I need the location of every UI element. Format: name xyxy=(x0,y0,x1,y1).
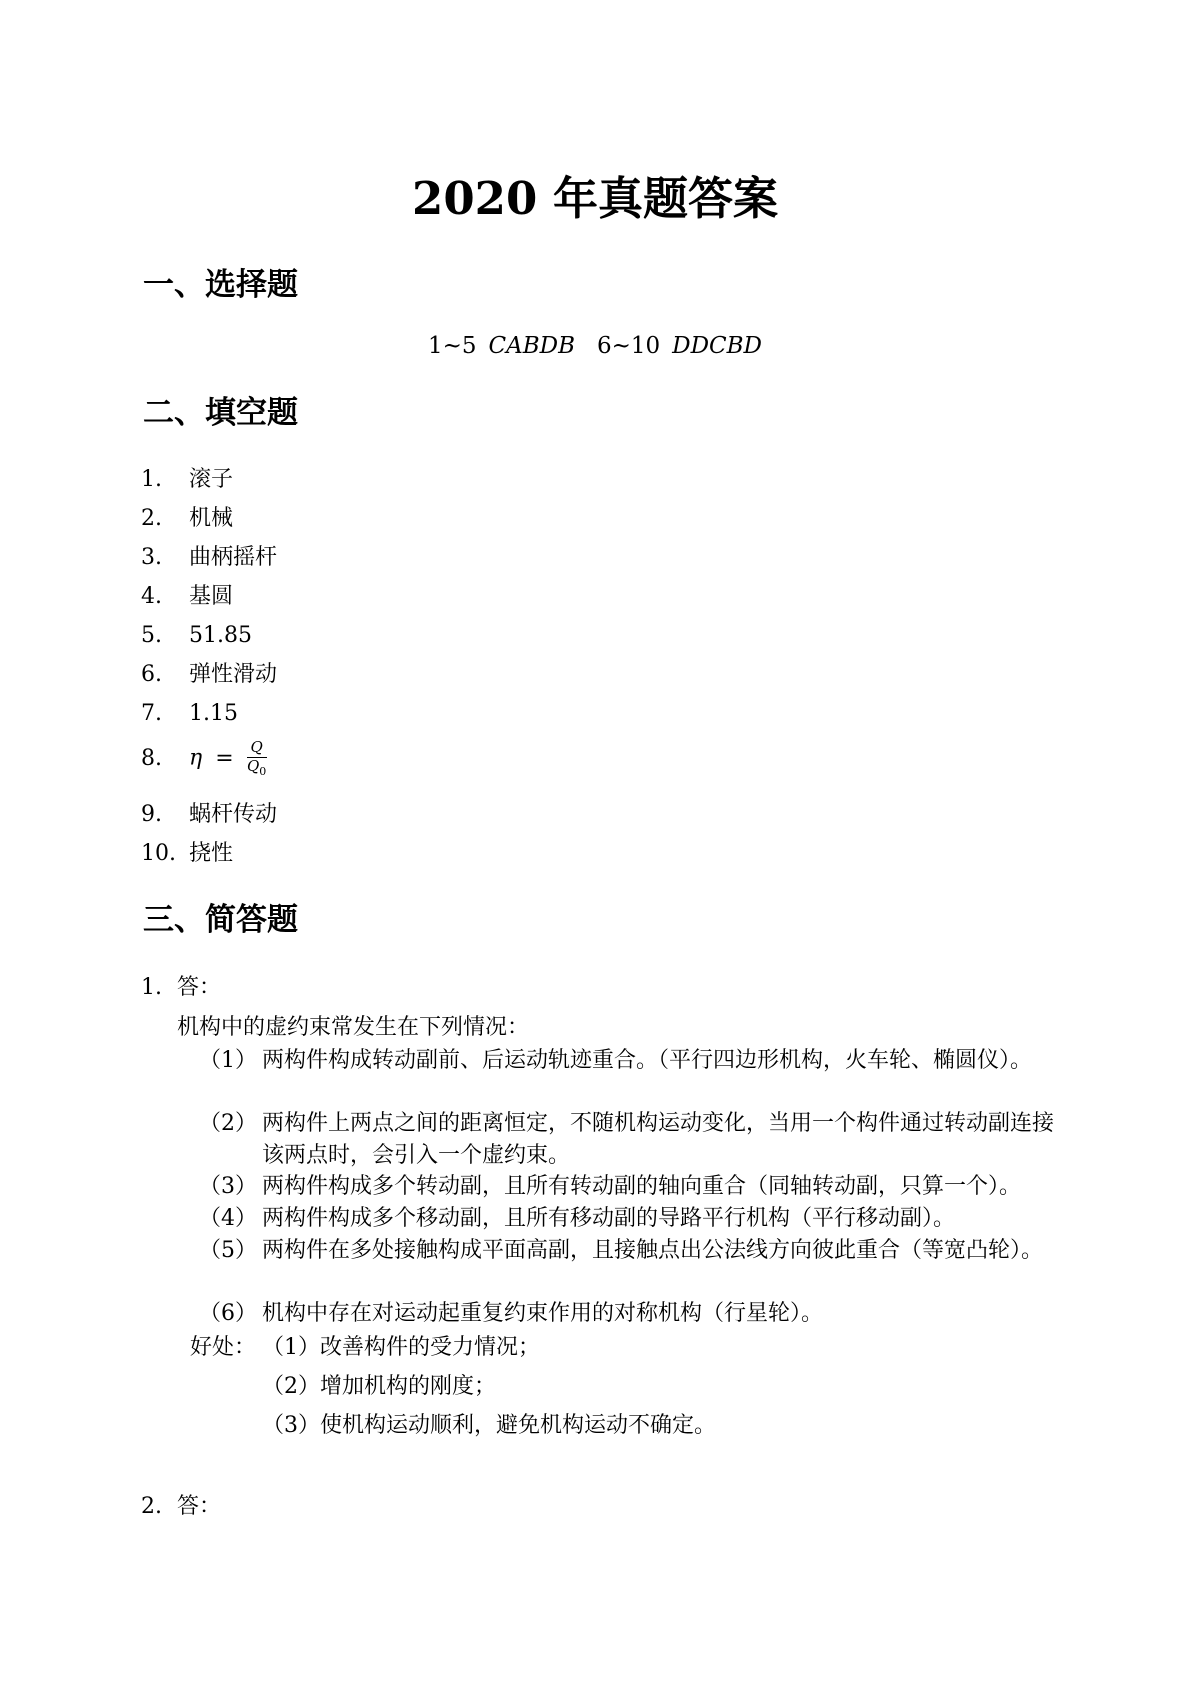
fill-item xyxy=(141,469,233,491)
formula-equals: = xyxy=(215,745,234,771)
fill-item xyxy=(141,703,238,725)
fill-item-answer: 机械 xyxy=(189,506,234,531)
efficiency-formula xyxy=(189,740,267,777)
section-heading-short: 三、简答题 xyxy=(143,902,298,938)
question-2-label xyxy=(141,1496,221,1518)
choice-answers xyxy=(0,335,1190,358)
fill-item-number: 8. xyxy=(141,745,162,771)
page-title: 2020 年真题答案 xyxy=(412,172,778,225)
question-1-intro: 机构中的虚约束常发生在下列情况： xyxy=(177,1015,530,1040)
fill-item-number: 3. xyxy=(141,545,162,570)
case-text: 两构件构成转动副前、后运动轨迹重合。（平行四边形机构，火车轮、椭圆仪）。 xyxy=(262,1048,1033,1073)
fill-item-number: 5. xyxy=(141,623,162,648)
choice-range-1: 1~5 xyxy=(428,333,477,359)
question-1-label xyxy=(141,977,221,999)
fill-item-answer: 1.15 xyxy=(189,701,238,726)
fill-item-number: 7. xyxy=(141,701,162,726)
fill-item xyxy=(141,508,233,530)
fill-item-answer: 弹性滑动 xyxy=(189,662,278,687)
fill-item xyxy=(141,586,233,608)
fill-item xyxy=(141,625,252,647)
benefits-label: 好处： xyxy=(190,1335,257,1360)
benefit-item: （2）增加机构的刚度； xyxy=(262,1374,496,1399)
case-number: （2） xyxy=(199,1111,257,1136)
case-number: （6） xyxy=(199,1301,257,1326)
fill-item-number: 10. xyxy=(141,841,176,866)
case-number: （5） xyxy=(199,1238,257,1263)
case-text: 两构件在多处接触构成平面高副，且接触点出公法线方向彼此重合（等宽凸轮）。 xyxy=(262,1238,1044,1263)
fill-item-answer: 基圆 xyxy=(189,584,234,609)
fill-item-answer: 曲柄摇杆 xyxy=(189,545,278,570)
fill-item xyxy=(141,843,233,865)
fill-item-answer: 51.85 xyxy=(189,623,252,648)
section-heading-choice: 一、选择题 xyxy=(143,267,298,303)
case-number: （3） xyxy=(199,1174,257,1199)
fill-item-number: 4. xyxy=(141,584,162,609)
formula-fraction xyxy=(247,740,267,777)
fill-item xyxy=(141,547,277,569)
benefit-item: （3）使机构运动顺利，避免机构运动不确定。 xyxy=(262,1413,716,1438)
fill-item xyxy=(141,664,277,686)
fill-item-answer: 挠性 xyxy=(189,841,234,866)
formula-lhs: η xyxy=(189,745,203,771)
choice-answers-1: CABDB xyxy=(488,333,575,359)
question-number: 1. xyxy=(141,975,162,1000)
fill-item-answer: 蜗杆传动 xyxy=(189,802,278,827)
fill-item xyxy=(141,740,267,777)
benefit-item: （1）改善构件的受力情况； xyxy=(262,1335,540,1360)
section-heading-fill: 二、填空题 xyxy=(143,395,298,431)
answer-label: 答： xyxy=(177,1494,222,1519)
case-text: 两构件构成多个转动副，且所有转动副的轴向重合（同轴转动副，只算一个）。 xyxy=(262,1174,1022,1199)
fill-item-number: 6. xyxy=(141,662,162,687)
choice-range-2: 6~10 xyxy=(597,333,661,359)
fill-item-number: 2. xyxy=(141,506,162,531)
case-text: 两构件构成多个移动副，且所有移动副的导路平行机构（平行移动副）。 xyxy=(262,1206,956,1231)
case-text: 机构中存在对运动起重复约束作用的对称机构（行星轮）。 xyxy=(262,1301,824,1326)
choice-answers-2: DDCBD xyxy=(672,333,762,359)
question-number: 2. xyxy=(141,1494,162,1519)
formula-denominator: $Q_0$ xyxy=(246,756,267,778)
answer-label: 答： xyxy=(177,975,222,1000)
fill-item-answer: 滚子 xyxy=(189,467,234,492)
fill-item-number: 9. xyxy=(141,802,162,827)
fill-item xyxy=(141,804,277,826)
formula-numerator: Q xyxy=(250,738,263,756)
case-number: （1） xyxy=(199,1048,257,1073)
case-number: （4） xyxy=(199,1206,257,1231)
case-text: 两构件上两点之间的距离恒定，不随机构运动变化，当用一个构件通过转动副连接该两点时，会引入一个虚约束。 xyxy=(262,1111,1055,1168)
fill-item-number: 1. xyxy=(141,467,162,492)
